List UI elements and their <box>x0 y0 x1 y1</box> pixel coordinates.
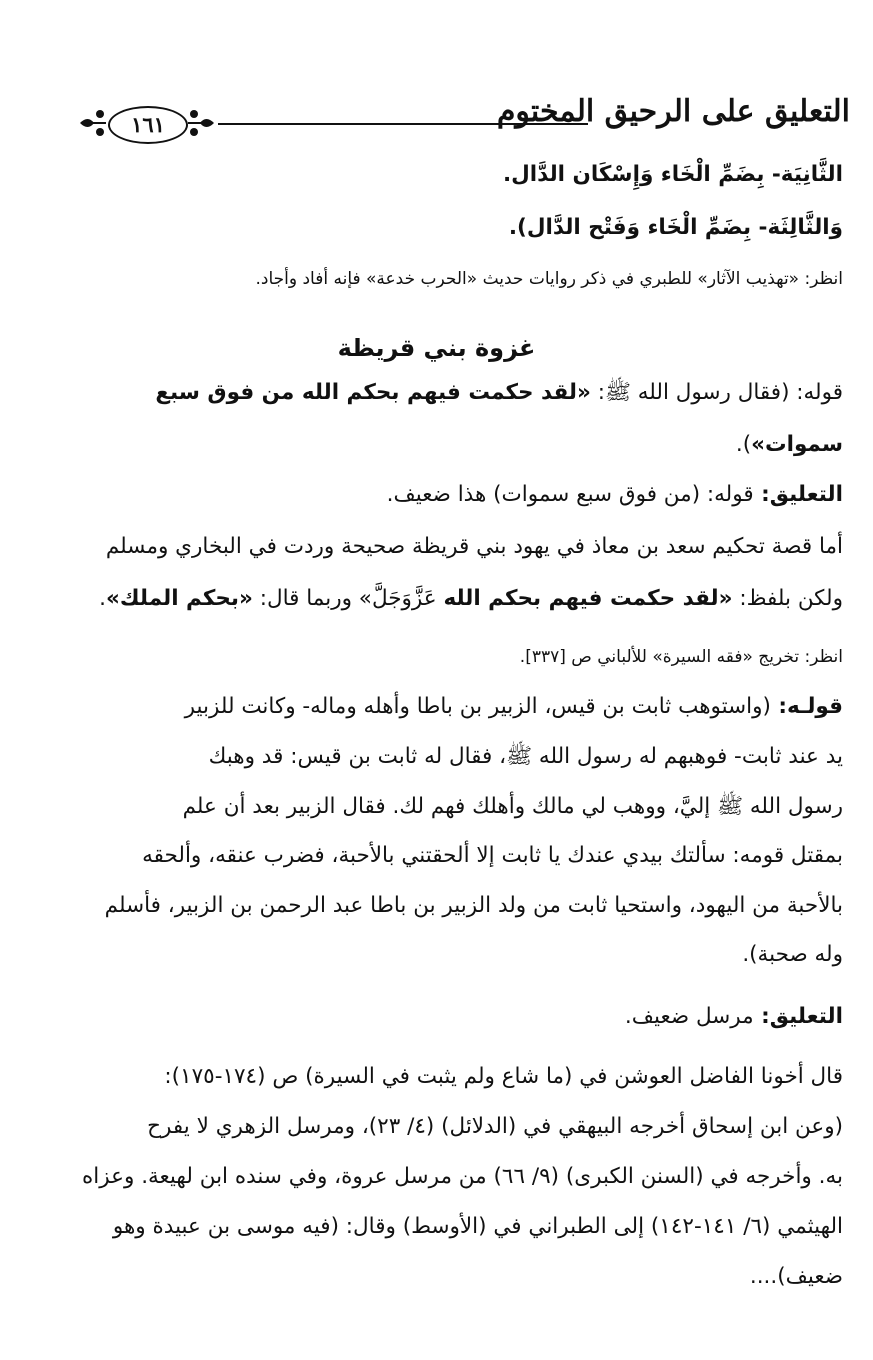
quote-close: ). <box>735 432 752 457</box>
text-segment: (واستوهب ثابت بن قيس، الزبير بن باطا وأهله وماله- وكانت للزبير <box>184 694 771 719</box>
ornament-right-icon <box>186 105 216 141</box>
text-segment: ولكن بلفظ: <box>732 586 843 611</box>
commentary-text: مرسل ضعيف. <box>624 1004 754 1029</box>
commentary-text: قوله: (من فوق سبع سموات) هذا ضعيف. <box>386 482 754 507</box>
text-line-17: قال أخونا الفاضل العوشن في (ما شاع ولم يثبت في السيرة) ص (١٧٤-١٧٥): <box>164 1064 843 1089</box>
text-segment: عَزَّوَجَلَّ» وربما قال: <box>252 586 444 611</box>
commentary-line-2 <box>625 1000 843 1034</box>
text-line-4 <box>155 376 843 410</box>
text-line-15: وله صحبة). <box>742 942 843 967</box>
quote-label: قولـه: <box>770 694 843 719</box>
text-line-20: الهيثمي (٦/ ١٤١-١٤٢) إلى الطبراني في (الأوسط) وقال: (فيه موسى بن عبيدة وهو <box>112 1214 843 1239</box>
commentary-label: التعليق: <box>753 482 843 507</box>
section-heading: غزوة بني قريظة <box>337 334 536 362</box>
text-line-10 <box>185 690 843 724</box>
quote-segment: «لقد حكمت فيهم بحكم الله <box>443 586 733 611</box>
text-line-14: بالأحبة من اليهود، واستحيا ثابت من ولد الزبير بن باطا عبد الرحمن بن الزبير، فأسلم <box>104 893 843 918</box>
book-title: التعليق على الرحيق المختوم <box>496 94 850 129</box>
text-line-12: رسول الله ﷺ إليَّ، ووهب لي مالك وأهلك فهم لك. فقال الزبير بعد أن علم <box>182 794 843 819</box>
quote-segment: «بحكم الملك» <box>106 586 253 611</box>
text-line-1: الثَّانِيَة- بِضَمِّ الْخَاء وَإِسْكَان الدَّال. <box>502 162 843 187</box>
text-line-2: وَالثَّالِثَة- بِضَمِّ الْخَاء وَفَتْح الدَّال). <box>508 215 843 240</box>
text-line-5 <box>736 428 843 462</box>
commentary-label: التعليق: <box>753 1004 843 1029</box>
text-line-13: بمقتل قومه: سألتك بيدي عندك يا ثابت إلا ألحقتني بالأحبة، فضرب عنقه، وألحقه <box>142 843 843 868</box>
text-line-18: (وعن ابن إسحاق أخرجه البيهقي في (الدلائل) (٤/ ٢٣)، ومرسل الزهري لا يفرح <box>147 1114 843 1139</box>
running-header <box>78 92 850 152</box>
text-line-11: يد عند ثابت- فوهبهم له رسول الله ﷺ، فقال له ثابت بن قيس: قد وهبك <box>208 744 843 769</box>
text-line-8 <box>99 582 843 616</box>
quote-intro: قوله: (فقال رسول الله ﷺ: <box>590 380 843 405</box>
text-line-19: به. وأخرجه في (السنن الكبرى) (٩/ ٦٦) من مرسل عروة، وفي سنده ابن لهيعة. وعزاه <box>82 1164 843 1189</box>
text-line-7: أما قصة تحكيم سعد بن معاذ في يهود بني قريظة صحيحة وردت في البخاري ومسلم <box>105 534 843 559</box>
hadith-quote: «لقد حكمت فيهم بحكم الله من فوق سبع <box>155 380 591 405</box>
hadith-quote-end: سموات» <box>751 432 843 457</box>
page-number: ١٦١ <box>108 106 188 144</box>
reference-line-1: انظر: «تهذيب الآثار» للطبري في ذكر روايات حديث «الحرب خدعة» فإنه أفاد وأجاد. <box>255 269 843 289</box>
text-segment: . <box>99 586 107 611</box>
text-line-21: ضعيف).... <box>749 1264 843 1289</box>
reference-line-2: انظر: تخريج «فقه السيرة» للألباني ص [٣٣٧]. <box>519 647 843 667</box>
ornament-left-icon <box>78 105 108 141</box>
commentary-line-1 <box>387 478 843 512</box>
